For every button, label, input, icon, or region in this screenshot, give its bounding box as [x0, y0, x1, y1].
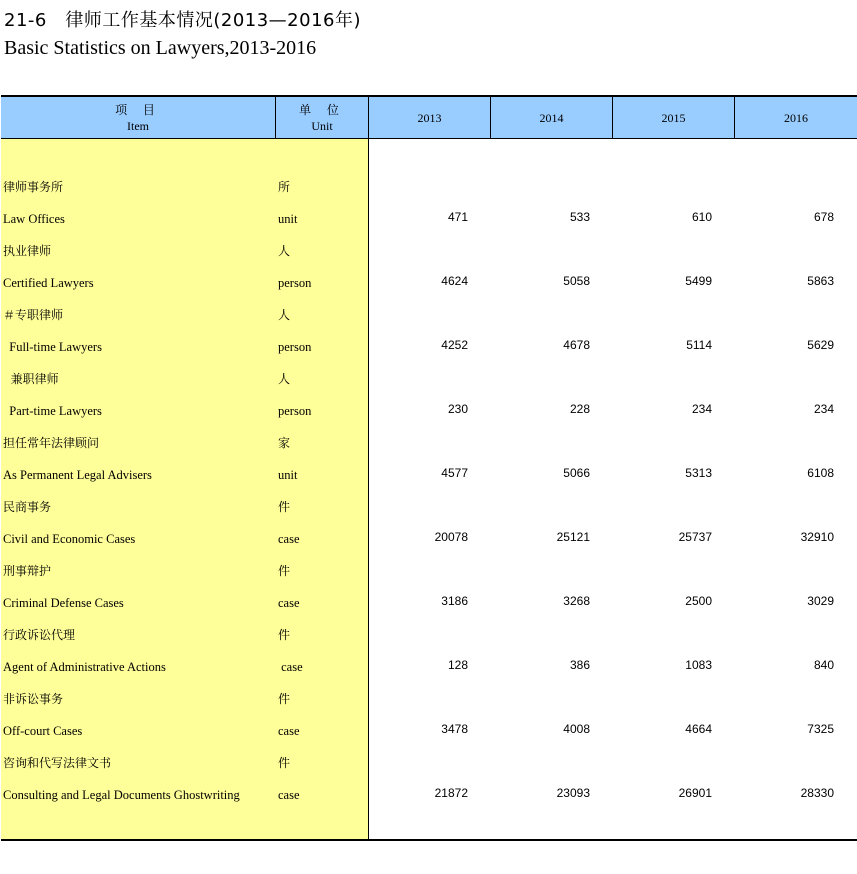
row-item-label: Off-court Cases — [3, 724, 83, 738]
row-item-label: Criminal Defense Cases — [3, 596, 124, 610]
table-row — [1, 555, 857, 587]
row-unit-label: 件 — [278, 756, 291, 770]
header-item-cn: 项 目 — [115, 102, 161, 117]
table-row — [1, 683, 857, 715]
table-row — [1, 491, 857, 523]
header-year-2015 — [613, 97, 735, 138]
row-unit-label: 家 — [278, 436, 291, 450]
row-value-cell: 25737 — [678, 530, 712, 544]
page-title-en: Basic Statistics on Lawyers,2013-2016 — [4, 37, 317, 59]
header-year-2014 — [491, 97, 613, 138]
row-unit-label: unit — [278, 212, 298, 226]
row-value-cell: 228 — [569, 402, 590, 416]
table-row — [1, 395, 857, 427]
row-value-cell: 6108 — [807, 466, 834, 480]
row-value-cell: 21872 — [434, 786, 468, 800]
table-row — [1, 459, 857, 491]
row-value-cell: 28330 — [800, 786, 834, 800]
table-bottom-rule — [1, 839, 857, 841]
row-unit-label: case — [278, 596, 300, 610]
page-title-cn: 21-6 律师工作基本情况(2013—2016年) — [4, 10, 362, 31]
table-row — [1, 267, 857, 299]
row-item-label: Part-time Lawyers — [3, 404, 102, 418]
row-value-cell: 26901 — [678, 786, 712, 800]
table-row — [1, 747, 857, 779]
row-value-cell: 840 — [813, 658, 834, 672]
row-value-cell: 4678 — [563, 338, 590, 352]
table-row — [1, 587, 857, 619]
row-value-cell: 5066 — [563, 466, 590, 480]
row-item-label: 担任常年法律顾问 — [3, 436, 100, 450]
row-value-cell: 234 — [813, 402, 834, 416]
row-item-label: Agent of Administrative Actions — [3, 660, 166, 674]
row-value-cell: 610 — [691, 210, 712, 224]
table-row — [1, 779, 857, 811]
row-value-cell: 234 — [691, 402, 712, 416]
table-row — [1, 235, 857, 267]
row-item-label: 民商事务 — [3, 500, 52, 514]
row-value-cell: 7325 — [807, 722, 834, 736]
row-unit-label: 件 — [278, 692, 291, 706]
row-value-cell: 128 — [447, 658, 468, 672]
header-year-2016 — [735, 97, 857, 138]
table-row — [1, 203, 857, 235]
row-item-label: ＃专职律师 — [3, 308, 64, 322]
table-row — [1, 299, 857, 331]
row-unit-label: 件 — [278, 564, 291, 578]
header-unit — [276, 97, 369, 138]
row-item-label: 咨询和代写法律文书 — [3, 756, 112, 770]
row-value-cell: 5499 — [685, 274, 712, 288]
statistics-table — [1, 95, 857, 841]
table-row — [1, 427, 857, 459]
row-item-label: 刑事辩护 — [3, 564, 52, 578]
row-item-label: 执业律师 — [3, 244, 52, 258]
row-unit-label: person — [278, 276, 312, 290]
row-value-cell: 5058 — [563, 274, 590, 288]
row-item-label: Full-time Lawyers — [3, 340, 102, 354]
row-value-cell: 4624 — [441, 274, 468, 288]
header-year-label: 2013 — [417, 110, 442, 125]
row-item-label: 行政诉讼代理 — [3, 628, 76, 642]
row-value-cell: 533 — [569, 210, 590, 224]
row-value-cell: 25121 — [556, 530, 590, 544]
row-value-cell: 20078 — [434, 530, 468, 544]
header-unit-en: Unit — [311, 118, 333, 133]
header-item — [1, 97, 276, 138]
table-row — [1, 171, 857, 203]
row-value-cell: 4664 — [685, 722, 712, 736]
row-value-cell: 230 — [447, 402, 468, 416]
row-value-cell: 3029 — [807, 594, 834, 608]
row-item-label: 非诉讼事务 — [3, 692, 64, 706]
table-row — [1, 331, 857, 363]
row-value-cell: 1083 — [685, 658, 712, 672]
table-row — [1, 651, 857, 683]
row-item-label: As Permanent Legal Advisers — [3, 468, 152, 482]
row-unit-label: unit — [278, 468, 298, 482]
row-value-cell: 5114 — [686, 338, 712, 352]
row-value-cell: 5629 — [807, 338, 834, 352]
header-year-2013 — [369, 97, 491, 138]
table-body — [1, 139, 857, 839]
row-value-cell: 4577 — [441, 466, 468, 480]
header-year-label: 2016 — [784, 110, 808, 125]
row-value-cell: 678 — [813, 210, 834, 224]
row-value-cell: 3478 — [441, 722, 468, 736]
row-value-cell: 386 — [569, 658, 590, 672]
row-unit-label: person — [278, 404, 312, 418]
row-unit-label: 人 — [278, 372, 291, 386]
row-item-label: Certified Lawyers — [3, 276, 94, 290]
row-value-cell: 3268 — [563, 594, 590, 608]
row-value-cell: 5313 — [685, 466, 712, 480]
row-unit-label: 件 — [278, 500, 291, 514]
header-item-en: Item — [127, 118, 149, 133]
row-unit-label: case — [278, 532, 300, 546]
row-item-label: Law Offices — [3, 212, 65, 226]
row-value-cell: 4252 — [441, 338, 468, 352]
table-row — [1, 619, 857, 651]
table-row — [1, 523, 857, 555]
row-value-cell: 32910 — [800, 530, 834, 544]
header-year-label: 2014 — [539, 110, 564, 125]
row-value-cell: 3186 — [441, 594, 468, 608]
header-year-label: 2015 — [661, 110, 686, 125]
row-unit-label: 件 — [278, 628, 291, 642]
row-item-label: Civil and Economic Cases — [3, 532, 136, 546]
row-unit-label: 所 — [278, 180, 291, 194]
table-row — [1, 363, 857, 395]
header-unit-cn: 单 位 — [299, 102, 345, 117]
row-unit-label: 人 — [278, 308, 291, 322]
row-item-label: Consulting and Legal Documents Ghostwriting — [3, 788, 240, 802]
row-value-cell: 5863 — [807, 274, 834, 288]
row-value-cell: 471 — [447, 210, 468, 224]
row-unit-label: case — [278, 788, 300, 802]
table-header — [1, 97, 857, 139]
row-item-label: 兼职律师 — [3, 372, 59, 386]
row-unit-label: case — [278, 724, 300, 738]
table-row — [1, 715, 857, 747]
row-item-label: 律师事务所 — [3, 180, 64, 194]
row-unit-label: 人 — [278, 244, 291, 258]
row-value-cell: 4008 — [563, 722, 590, 736]
row-value-cell: 2500 — [685, 594, 712, 608]
row-unit-label: case — [278, 660, 303, 674]
row-value-cell: 23093 — [556, 786, 590, 800]
row-unit-label: person — [278, 340, 312, 354]
